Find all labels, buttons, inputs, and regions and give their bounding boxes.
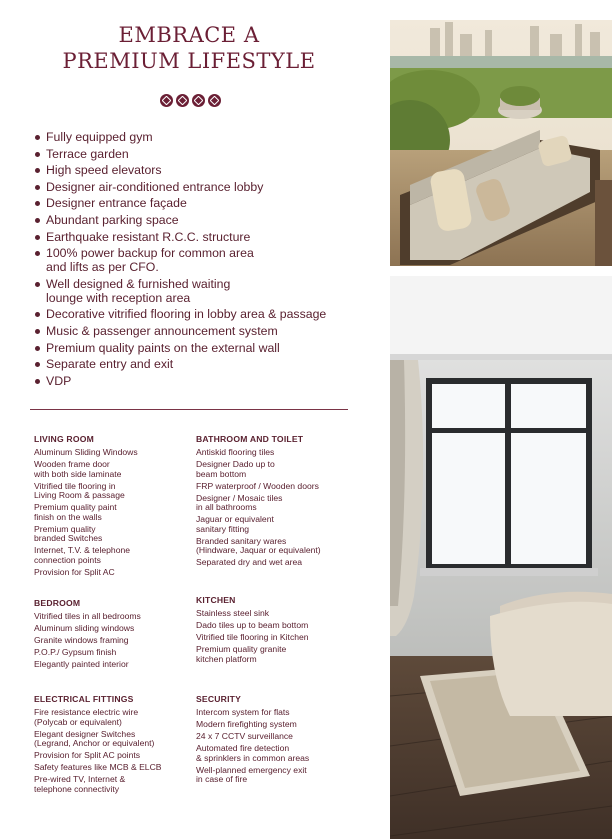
spec-item: Fire resistance electric wire (Polycab or equivalent) [34,707,139,727]
spec-item: Antiskid flooring tiles [196,447,275,457]
spec-heading: LIVING ROOM [34,434,94,444]
amenity-item: Earthquake resistant R.C.C. structure [46,230,376,244]
spec-item: Safety features like MCB & ELCB [34,762,162,773]
spec-heading: ELECTRICAL FITTINGS [34,694,134,704]
spec-item: Premium quality paint finish on the walls [34,502,117,522]
spec-item: Intercom system for flats [196,707,290,717]
amenity-item: Abundant parking space [46,213,376,227]
spec-bathroom [196,434,366,570]
amenity-item: High speed elevators [46,163,376,177]
spec-electrical [34,694,199,797]
spec-item: Modern firefighting system [196,718,297,729]
spec-item: Designer Dado up to beam bottom [196,458,275,479]
amenity-item: Decorative vitrified flooring in lobby area & passage [46,307,376,321]
spec-item: Provision for Split AC [34,566,115,577]
bedroom-window-photo [390,276,612,839]
spec-item: Branded sanitary wares (Hindware, Jaquar or equivalent) [196,535,321,556]
decorative-ornament [160,94,221,107]
ornament-dot-icon [208,94,221,107]
spec-item: Vitrified tiles in all bedrooms [34,611,141,621]
spec-item: Elegant designer Switches (Legrand, Anchor or equivalent) [34,728,155,749]
ornament-dot-icon [176,94,189,107]
amenity-item: Separate entry and exit [46,357,376,371]
amenity-item: Designer entrance façade [46,196,376,210]
spec-item: P.O.P./ Gypsum finish [34,646,117,657]
spec-item: Jaguar or equivalent sanitary fitting [196,514,274,534]
spec-item: Granite windows framing [34,634,129,645]
amenity-item: VDP [46,374,376,388]
spec-item: Internet, T.V. & telephone connection points [34,545,131,565]
spec-security [196,694,366,787]
spec-item: Aluminum Sliding Windows [34,447,138,457]
amenity-item: Well designed & furnished waiting lounge with reception area [46,277,376,305]
section-divider [30,409,348,410]
spec-item: 24 x 7 CCTV surveillance [196,730,293,741]
ornament-dot-icon [192,94,205,107]
spec-item: Designer / Mosaic tiles in all bathrooms [196,492,283,513]
spec-living-room [34,434,199,580]
photo-column [390,0,612,839]
spec-item: Vitrified tile flooring in Living Room & passage [34,480,125,501]
spec-item: Elegantly painted interior [34,658,129,669]
spec-item: Premium quality branded Switches [34,523,103,544]
amenity-item: Designer air-conditioned entrance lobby [46,180,376,194]
terrace-lounge-photo [390,20,612,266]
amenity-item: Music & passenger announcement system [46,324,376,338]
spec-item: Vitrified tile flooring in Kitchen [196,631,309,642]
spec-heading: BATHROOM AND TOILET [196,434,304,444]
spec-item: Automated fire detection & sprinklers in common areas [196,742,310,763]
amenity-item: 100% power backup for common area and lifts as per CFO. [46,246,376,274]
spec-heading: KITCHEN [196,595,236,605]
amenity-item: Fully equipped gym [46,130,376,144]
spec-bedroom [34,598,199,672]
ornament-dot-icon [160,94,173,107]
spec-item: Premium quality granite kitchen platform [196,643,287,664]
spec-heading: SECURITY [196,694,242,704]
spec-item: Dado tiles up to beam bottom [196,619,309,630]
spec-item: Stainless steel sink [196,608,270,618]
spec-item: FRP waterproof / Wooden doors [196,480,319,491]
spec-heading: BEDROOM [34,598,81,608]
spec-kitchen [196,595,366,667]
spec-item: Pre-wired TV, Internet & telephone connectivity [34,774,126,794]
spec-item: Aluminum sliding windows [34,622,135,633]
title-line-2: PREMIUM LIFESTYLE [62,49,316,73]
page-title [30,22,348,74]
spec-item: Wooden frame door with both side laminate [34,458,122,479]
amenity-item: Terrace garden [46,147,376,161]
amenities-list [46,130,376,390]
spec-item: Well-planned emergency exit in case of fire [196,764,307,785]
amenity-item: Premium quality paints on the external wall [46,341,376,355]
spec-item: Provision for Split AC points [34,750,141,761]
spec-item: Separated dry and wet area [196,557,303,568]
title-line-1: EMBRACE A [118,23,260,47]
